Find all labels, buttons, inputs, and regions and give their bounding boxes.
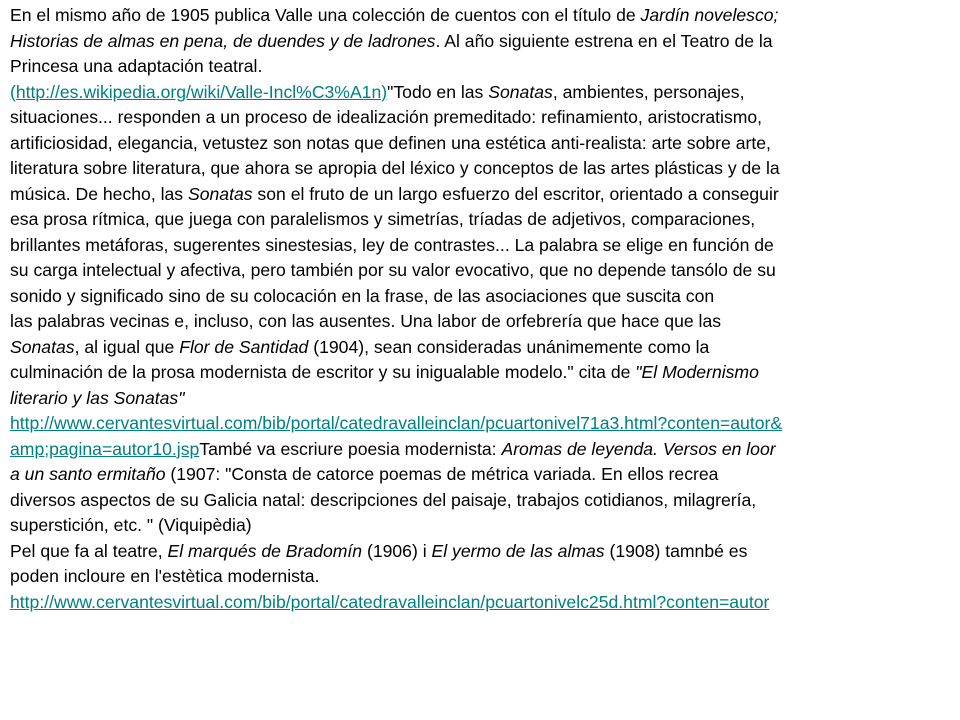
italic-title: Sonatas — [10, 336, 75, 357]
text-line — [10, 360, 950, 386]
text-run: , al igual que — [74, 336, 180, 357]
text-run: esa prosa rítmica, que juega con paralelismos y simetrías, tríadas de adjetivos, comparaciones, — [10, 209, 756, 229]
wikipedia-link[interactable]: (http://es.wikipedia.org/wiki/Valle-Incl%C3%A1n) — [10, 81, 388, 102]
text-run: (1908) tamnbé es — [604, 540, 748, 561]
italic-title: El yermo de las almas — [431, 540, 605, 561]
text-line — [10, 590, 950, 616]
text-line — [10, 131, 950, 157]
text-line — [10, 335, 950, 361]
body-text — [10, 3, 950, 615]
text-run: , ambientes, personajes, — [552, 81, 745, 102]
text-run: música. De hecho, las — [10, 183, 188, 204]
italic-title: Jardín novelesco; — [640, 5, 779, 25]
text-run: su carga intelectual y afectiva, pero también por su valor evocativo, que no depende tansólo de su — [10, 260, 776, 280]
cervantes-link-1[interactable]: http://www.cervantesvirtual.com/bib/portal/catedravalleinclan/pcuartonivel71a3.html?conten=autor& — [10, 413, 783, 433]
italic-title: Aromas de leyenda. Versos en loor — [501, 438, 776, 459]
cervantes-link-1-continued[interactable]: amp;pagina=autor10.jsp — [10, 438, 200, 459]
italic-title: Flor de Santidad — [179, 336, 309, 357]
text-run: sonido y significado sino de su colocación en la frase, de las asociaciones que suscita con — [10, 285, 715, 306]
text-line — [10, 54, 950, 80]
text-line — [10, 80, 950, 106]
italic-title: El marqués de Bradomín — [167, 540, 363, 561]
italic-title: literario y las Sonatas" — [10, 387, 185, 408]
cervantes-link-2[interactable]: http://www.cervantesvirtual.com/bib/portal/catedravalleinclan/pcuartonivelc25d.html?conten=autor — [10, 591, 770, 612]
text-line — [10, 564, 950, 590]
text-run: brillantes metáforas, sugerentes sinestesias, ley de contrastes... La palabra se elige en función de — [10, 234, 774, 255]
italic-title: "El Modernismo — [635, 362, 759, 382]
text-line — [10, 156, 950, 182]
text-line — [10, 105, 950, 131]
text-run: poden incloure en l'estètica modernista. — [10, 566, 320, 586]
text-run: També va escriure poesia modernista: — [199, 438, 502, 459]
text-run: Pel que fa al teatre, — [10, 540, 168, 561]
text-line — [10, 437, 950, 463]
text-run: En el mismo año de 1905 publica Valle una colección de cuentos con el título de — [10, 5, 641, 25]
text-run: diversos aspectos de su Galicia natal: descripciones del paisaje, trabajos cotidianos, milagrería, — [10, 489, 757, 510]
text-line — [10, 462, 950, 488]
text-run: artificiosidad, elegancia, vetustez son notas que definen una estética anti-realista: arte sobre arte, — [10, 132, 771, 153]
italic-title: Historias de almas en pena, de duendes y de ladrones — [10, 30, 436, 51]
text-run: Princesa una adaptación teatral. — [10, 56, 263, 76]
text-line — [10, 182, 950, 208]
italic-title: a un santo ermitaño — [10, 464, 166, 484]
text-run: (1907: "Consta de catorce poemas de métrica variada. En ellos recrea — [165, 464, 719, 484]
text-run: literatura sobre literatura, que ahora se apropia del léxico y conceptos de las artes plásticas y de la — [10, 158, 780, 178]
text-line — [10, 284, 950, 310]
text-line — [10, 29, 950, 55]
italic-title: Sonatas — [187, 183, 253, 204]
text-run: culminación de la prosa modernista de escritor y su inigualable modelo." cita de — [10, 362, 636, 382]
text-run: superstición, etc. " (Viquipèdia) — [10, 515, 252, 535]
text-line — [10, 386, 950, 412]
text-run: "Todo en las — [387, 81, 489, 102]
text-line — [10, 411, 950, 437]
italic-title: Sonatas — [488, 81, 553, 102]
text-run: son el fruto de un largo esfuerzo del escritor, orientado a conseguir — [252, 183, 779, 204]
text-run: (1906) i — [362, 540, 432, 561]
text-line — [10, 539, 950, 565]
text-run: situaciones... responden a un proceso de idealización premeditado: refinamiento, aristocratismo, — [10, 107, 763, 127]
text-line — [10, 207, 950, 233]
text-run: (1904), sean consideradas unánimemente como la — [308, 336, 710, 357]
text-line — [10, 3, 950, 29]
text-run: las palabras vecinas e, incluso, con las ausentes. Una labor de orfebrería que hace que las — [10, 311, 722, 331]
text-line — [10, 233, 950, 259]
text-line — [10, 309, 950, 335]
text-run: . Al año siguiente estrena en el Teatro de la — [435, 30, 773, 51]
text-line — [10, 258, 950, 284]
text-line — [10, 488, 950, 514]
text-line — [10, 513, 950, 539]
